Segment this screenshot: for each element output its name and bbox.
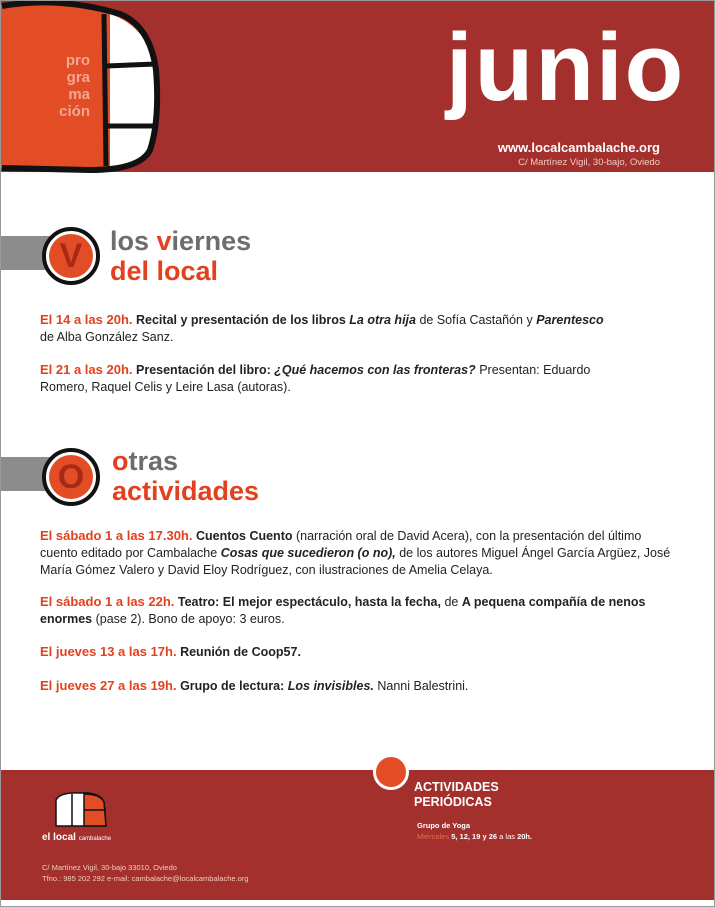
yoga-text: a las	[499, 832, 515, 841]
yoga-day: Miércoles	[417, 832, 450, 841]
prog-line: gra	[66, 69, 90, 86]
prog-line: pro	[65, 52, 90, 69]
title-part: iernes	[171, 226, 252, 256]
event-book-title: ¿Qué hacemos con las fronteras?	[274, 363, 476, 377]
yoga-dates: 5, 12, 19 y 26	[451, 832, 498, 841]
periodic-title-line: PERIÓDICAS	[414, 795, 492, 809]
title-part: tras	[128, 446, 179, 476]
event-otras-3	[40, 643, 680, 661]
yoga-schedule	[417, 820, 532, 842]
event-book-title: Cosas que sucedieron (o no),	[220, 546, 396, 560]
section-title-otras	[112, 446, 259, 506]
footer-logo-icon	[52, 790, 110, 830]
event-text: de	[444, 595, 459, 609]
periodic-title-line: ACTIVIDADES	[414, 780, 499, 794]
section-title-viernes	[110, 226, 251, 286]
event-date: El sábado 1 a las 17.30h.	[40, 528, 193, 543]
footer-local-name	[42, 832, 111, 843]
event-text: Grupo de lectura:	[180, 679, 285, 693]
event-date: El 21 a las 20h.	[40, 362, 133, 377]
event-date: El sábado 1 a las 22h.	[40, 594, 175, 609]
title-line2: del local	[110, 256, 219, 286]
event-book-title: La otra hija	[349, 313, 416, 327]
event-text: Teatro: El mejor espectáculo, hasta la fecha,	[177, 595, 441, 609]
event-otras-4	[40, 677, 680, 695]
footer-contact-line[interactable]: Tfno.: 985 202 292 e-mail: cambalache@localcambalache.org	[42, 874, 249, 883]
event-date: El 14 a las 20h.	[40, 312, 133, 327]
event-book-title: Parentesco	[536, 313, 604, 327]
cambalache-logo-icon	[0, 0, 200, 180]
event-text: de Alba González Sanz.	[40, 330, 174, 344]
prog-line: ma	[68, 86, 90, 103]
title-accent: o	[112, 446, 129, 476]
event-text: Presentan: Eduardo Romero, Raquel Celis y Leire Lasa (autoras).	[40, 363, 591, 394]
event-viernes-1	[40, 311, 680, 346]
title-accent: v	[156, 226, 172, 256]
local-sub: cambalache	[78, 836, 112, 842]
title-line2: actividades	[112, 476, 260, 506]
title-part: los	[110, 226, 157, 256]
website-link[interactable]: www.localcambalache.org	[497, 140, 660, 155]
event-date: El jueves 27 a las 19h.	[40, 678, 177, 693]
event-otras-1	[40, 527, 672, 579]
event-text: Recital y presentación de los libros	[136, 313, 346, 327]
event-date: El jueves 13 a las 17h.	[40, 644, 177, 659]
footer-address	[42, 862, 248, 884]
event-viernes-2	[40, 361, 620, 396]
event-text: Reunión de Coop57.	[180, 645, 301, 659]
event-text: A pequena compañía de nenos enormes	[40, 595, 646, 626]
programacion-label	[34, 52, 90, 120]
yoga-label: Grupo de Yoga	[417, 821, 471, 830]
section-badge-viernes	[42, 227, 100, 285]
event-text: (narración oral de David Acera), con la presentación del último cuento editado por Cambalache	[40, 529, 642, 560]
event-text: (pase 2). Bono de apoyo: 3 euros.	[95, 612, 285, 626]
section-letter-o: O	[49, 455, 93, 499]
footer-address-line: C/ Martínez Vigil, 30-bajo 33010, Oviedo	[42, 863, 177, 872]
event-otras-2	[40, 593, 652, 628]
prog-line: ción	[59, 103, 90, 120]
event-text: de los autores Miguel Ángel García Argüez, José María Gómez Valero y David Eloy Rodríguez, con ilustraciones de Amelia Celaya.	[40, 546, 671, 577]
section-letter-v: V	[49, 234, 93, 278]
event-book-title: Los invisibles.	[287, 679, 374, 693]
event-text: Cuentos Cuento	[195, 529, 293, 543]
periodic-activities-title	[414, 780, 499, 810]
periodic-circle-icon	[373, 754, 409, 790]
event-text: de Sofía Castañón y	[419, 313, 533, 327]
event-text: Nanni Balestrini.	[377, 679, 469, 693]
local-name: el local	[42, 832, 76, 843]
yoga-time: 20h.	[517, 832, 533, 841]
month-title: junio	[446, 14, 686, 121]
section-badge-otras	[42, 448, 100, 506]
event-text: Presentación del libro:	[136, 363, 271, 377]
header-address: C/ Martínez Vigil, 30-bajo, Oviedo	[518, 157, 660, 168]
